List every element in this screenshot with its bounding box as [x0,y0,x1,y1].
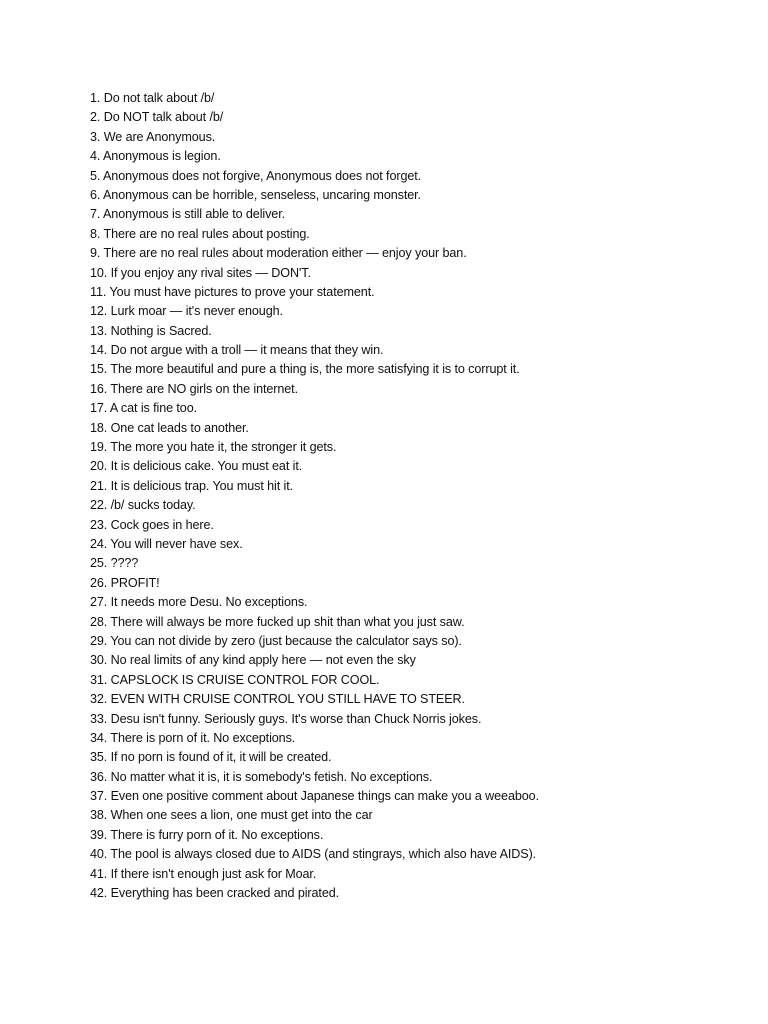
rule-item: 23. Cock goes in here. [90,517,214,532]
rule-item: 27. It needs more Desu. No exceptions. [90,595,308,610]
rule-item: 26. PROFIT! [90,575,160,590]
rule-item: 37. Even one positive comment about Japanese things can make you a weeaboo. [90,789,539,804]
rule-item: 18. One cat leads to another. [90,420,249,435]
rule-item: 29. You can not divide by zero (just because the calculator says so). [90,633,462,648]
rule-item: 4. Anonymous is legion. [90,149,221,164]
rule-item: 34. There is porn of it. No exceptions. [90,730,296,745]
rule-item: 16. There are NO girls on the internet. [90,381,298,396]
rule-item: 11. You must have pictures to prove your statement. [90,284,375,299]
rule-item: 3. We are Anonymous. [90,129,216,144]
rule-item: 8. There are no real rules about posting. [90,226,310,241]
rule-item: 28. There will always be more fucked up shit than what you just saw. [90,614,465,629]
rule-item: 31. CAPSLOCK IS CRUISE CONTROL FOR COOL. [90,672,380,687]
rule-item: 42. Everything has been cracked and pirated. [90,886,340,901]
rule-item: 12. Lurk moar — it's never enough. [90,304,283,319]
rule-item: 5. Anonymous does not forgive, Anonymous does not forget. [90,168,422,183]
rule-item: 32. EVEN WITH CRUISE CONTROL YOU STILL HAVE TO STEER. [90,692,465,707]
rule-item: 9. There are no real rules about moderation either — enjoy your ban. [90,246,467,261]
rule-item: 2. Do NOT talk about /b/ [90,110,224,125]
rule-item: 20. It is delicious cake. You must eat it. [90,459,303,474]
rule-item: 22. /b/ sucks today. [90,498,196,513]
rules-list [90,89,750,903]
rule-item: 15. The more beautiful and pure a thing is, the more satisfying it is to corrupt it. [90,362,520,377]
rule-item: 36. No matter what it is, it is somebody's fetish. No exceptions. [90,769,433,784]
rule-item: 1. Do not talk about /b/ [90,91,215,105]
rule-item: 38. When one sees a lion, one must get into the car [90,808,373,823]
rule-item: 24. You will never have sex. [90,536,243,551]
rule-item: 25. ???? [90,556,139,571]
rule-item: 30. No real limits of any kind apply here — not even the sky [90,653,416,668]
rule-item: 14. Do not argue with a troll — it means that they win. [90,343,384,358]
rule-item: 33. Desu isn't funny. Seriously guys. It's worse than Chuck Norris jokes. [90,711,482,726]
rule-item: 7. Anonymous is still able to deliver. [90,207,286,222]
rule-item: 10. If you enjoy any rival sites — DON'T. [90,265,311,280]
rule-item: 40. The pool is always closed due to AIDS (and stingrays, which also have AIDS). [90,847,537,862]
rule-item: 21. It is delicious trap. You must hit it. [90,478,294,493]
rule-item: 41. If there isn't enough just ask for Moar. [90,866,317,881]
rule-item: 19. The more you hate it, the stronger it gets. [90,440,337,455]
rule-item: 6. Anonymous can be horrible, senseless, uncaring monster. [90,187,421,202]
rule-item: 17. A cat is fine too. [90,401,198,416]
rule-item: 39. There is furry porn of it. No exceptions. [90,827,324,842]
rule-item: 13. Nothing is Sacred. [90,323,212,338]
rule-item: 35. If no porn is found of it, it will be created. [90,750,332,765]
